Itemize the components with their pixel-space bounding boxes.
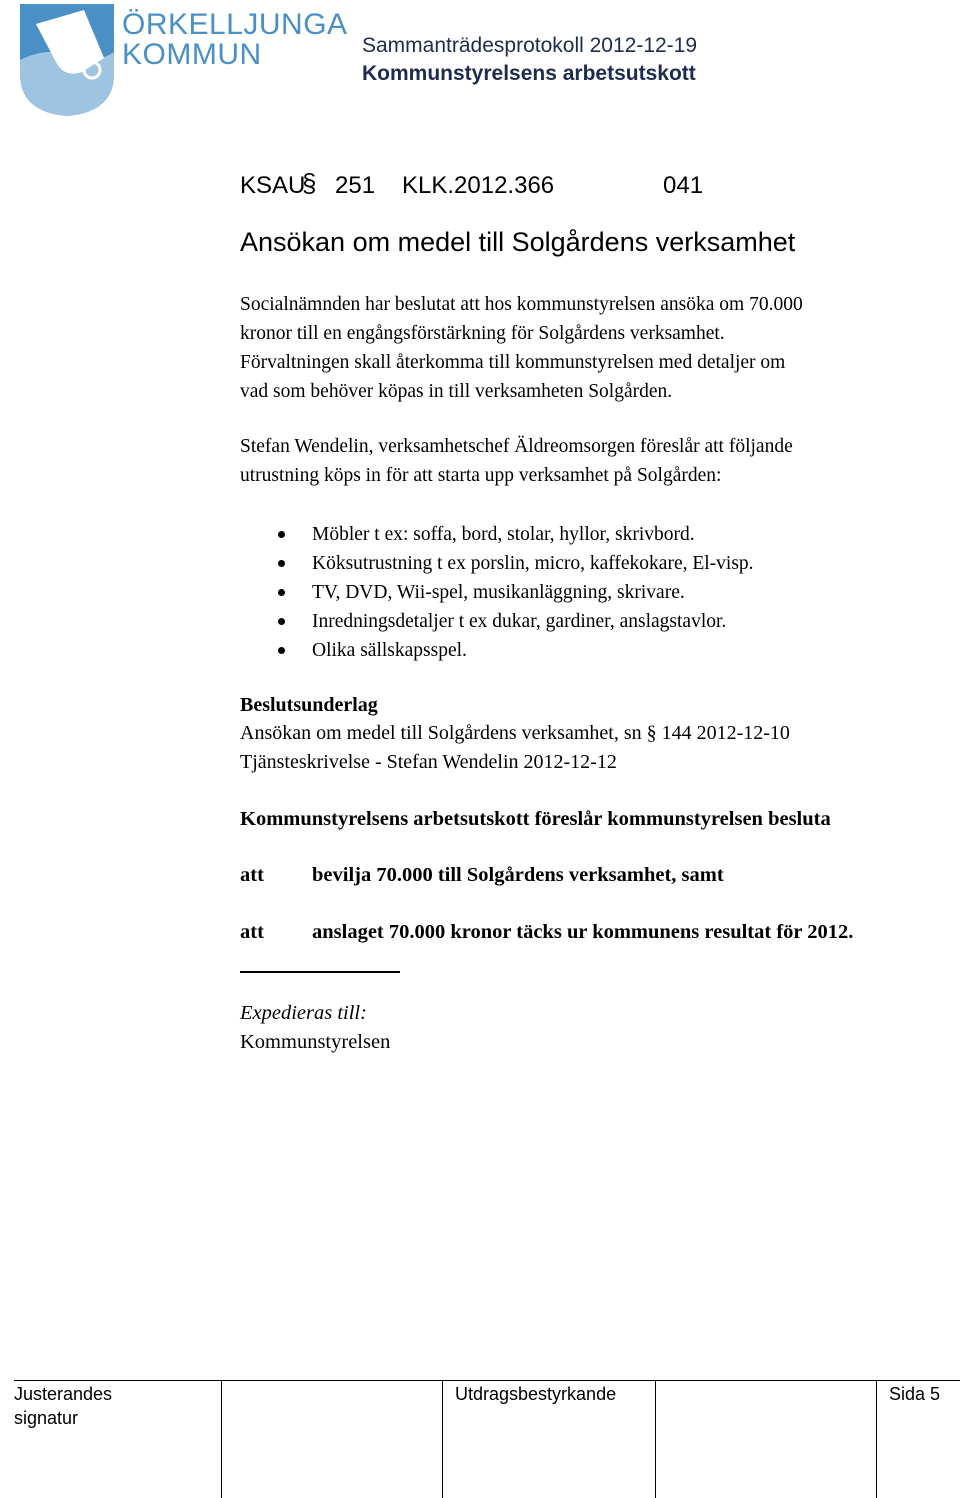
- footer-extract-label: Utdragsbestyrkande: [455, 1384, 617, 1404]
- list-item-text: Inredningsdetaljer t ex dukar, gardiner, anslagstavlor.: [312, 611, 727, 632]
- case-archive-code: 041: [663, 172, 704, 199]
- section-sign-icon: §: [302, 168, 317, 198]
- paragraph-line: utrustning köps in för att starta upp verksamhet på Solgården:: [240, 465, 722, 486]
- case-paragraph-number: 251: [335, 172, 376, 199]
- bullet-icon: [278, 618, 285, 625]
- footer-signature-label: Justerandes: [14, 1384, 113, 1404]
- case-ksau-label: KSAU: [240, 172, 306, 199]
- list-item: [240, 578, 754, 607]
- list-item: [240, 520, 754, 549]
- paragraph-line: vad som behöver köpas in till verksamheten Solgården.: [240, 381, 673, 402]
- footer-column-divider: [442, 1380, 443, 1498]
- footer-divider: [14, 1380, 960, 1381]
- paragraph-proposal: [240, 432, 940, 490]
- decision-text: bevilja 70.000 till Solgårdens verksamhet, samt: [312, 864, 724, 886]
- list-item: [240, 607, 754, 636]
- case-diary-number: KLK.2012.366: [402, 172, 555, 199]
- paragraph-line: Stefan Wendelin, verksamhetschef Äldreomsorgen föreslår att följande: [240, 436, 793, 457]
- equipment-list: [240, 520, 754, 665]
- decision-basis-item: Ansökan om medel till Solgårdens verksamhet, sn § 144 2012-12-10: [240, 722, 790, 744]
- list-item: [240, 636, 754, 665]
- bullet-icon: [278, 560, 285, 567]
- section-heading: Ansökan om medel till Solgårdens verksamhet: [240, 227, 796, 257]
- list-item-text: TV, DVD, Wii-spel, musikanläggning, skrivare.: [312, 582, 685, 603]
- paragraph-application: [240, 290, 940, 406]
- footer-signature-label-line2: signatur: [14, 1408, 79, 1428]
- kommun-logo: [12, 0, 120, 118]
- decision-text: anslaget 70.000 kronor täcks ur kommunens resultat för 2012.: [312, 921, 854, 943]
- footer-column-divider: [221, 1380, 222, 1498]
- list-item: [240, 549, 754, 578]
- bullet-icon: [278, 531, 285, 538]
- logo-text-line1: ÖRKELLJUNGA: [122, 8, 348, 41]
- footer-column-divider: [876, 1380, 877, 1498]
- proposal-heading: Kommunstyrelsens arbetsutskott föreslår kommunstyrelsen besluta: [240, 808, 831, 830]
- section-divider: [240, 971, 400, 973]
- decision-basis-item: Tjänsteskrivelse - Stefan Wendelin 2012-12-12: [240, 751, 617, 773]
- footer-column-divider: [655, 1380, 656, 1498]
- decision-basis-heading: Beslutsunderlag: [240, 694, 378, 716]
- page-number: Sida 5: [889, 1384, 941, 1404]
- decision-att-label: att: [240, 864, 264, 886]
- bullet-icon: [278, 589, 285, 596]
- list-item-text: Olika sällskapsspel.: [312, 640, 467, 661]
- protocol-subtitle: Kommunstyrelsens arbetsutskott: [362, 62, 696, 85]
- paragraph-line: kronor till en engångsförstärkning för Solgårdens verksamhet.: [240, 323, 725, 344]
- paragraph-line: Förvaltningen skall återkomma till kommunstyrelsen med detaljer om: [240, 352, 786, 373]
- dispatch-label: Expedieras till:: [240, 1002, 367, 1024]
- decision-att-label: att: [240, 921, 264, 943]
- list-item-text: Möbler t ex: soffa, bord, stolar, hyllor, skrivbord.: [312, 524, 695, 545]
- list-item-text: Köksutrustning t ex porslin, micro, kaffekokare, El-visp.: [312, 553, 754, 574]
- paragraph-line: Socialnämnden har beslutat att hos kommunstyrelsen ansöka om 70.000: [240, 294, 803, 315]
- protocol-title: Sammanträdesprotokoll 2012-12-19: [362, 34, 698, 57]
- dispatch-recipient: Kommunstyrelsen: [240, 1031, 391, 1053]
- bullet-icon: [278, 647, 285, 654]
- logo-text-line2: KOMMUN: [122, 38, 262, 71]
